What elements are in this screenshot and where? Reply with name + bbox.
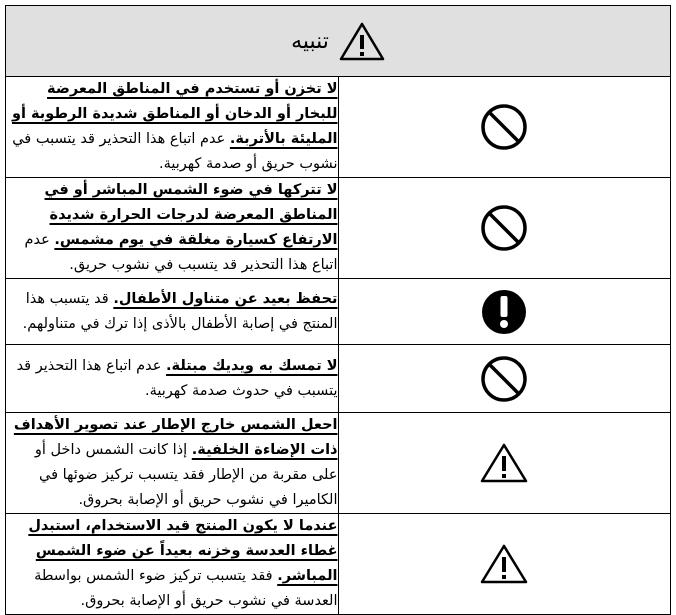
caution-text (6, 413, 338, 513)
caution-header-row (6, 6, 671, 77)
caution-row-1 (6, 77, 671, 178)
caution-table (5, 5, 671, 615)
caution-header (6, 6, 671, 77)
caution-text-cell (6, 514, 339, 615)
caution-normal-text: عدم اتباع هذا التحذير قد يتسبب في حدوث صدمة كهربية. (16, 357, 338, 399)
prohibited-icon (479, 368, 529, 387)
caution-normal-text: فقد يتسبب تركيز ضوء الشمس بواسطة العدسة في نشوب حريق أو الإصابة بحروق. (34, 568, 338, 609)
caution-text-cell (6, 345, 339, 413)
caution-icon-cell (338, 345, 671, 413)
caution-normal-text: إذا كانت الشمس داخل أو على مقربة من الإطار فقد يتسبب تركيز ضوئها في الكاميرا في نشوب حريق أو الإصابة بحروق. (34, 442, 338, 508)
caution-normal-text: عدم اتباع هذا التحذير قد يتسبب في نشوب حريق. (24, 232, 338, 273)
caution-bold-text: لا تمسك به ويديك مبتلة. (166, 357, 338, 374)
warning-triangle-icon (480, 453, 528, 472)
caution-text (6, 178, 338, 278)
mandatory-action-icon (479, 301, 529, 320)
caution-bold-text: لا تخزن أو تستخدم في المناطق المعرضة للبخار أو الدخان أو المناطق شديدة الرطوبة أو المليئة بالأتربة. (11, 81, 338, 147)
caution-row-6 (6, 514, 671, 615)
prohibited-icon (479, 218, 529, 237)
caution-icon-cell (338, 514, 671, 615)
caution-text (6, 354, 338, 404)
caution-icon-cell (338, 413, 671, 514)
caution-bold-text: احعل الشمس خارج الإطار عند تصوير الأهداف ذات الإضاءة الخلفية. (13, 417, 338, 458)
caution-normal-text: عدم اتباع هذا التحذير قد يتسبب في نشوب حريق أو صدمة كهربية. (12, 131, 338, 172)
caution-normal-text: قد يتسبب هذا المنتج في إصابة الأطفال بالأذى إذا ترك في متناولهم. (22, 290, 338, 332)
caution-text (6, 287, 338, 337)
caution-bold-text: تحفظ بعيد عن متناول الأطفال. (113, 290, 338, 307)
caution-text (6, 514, 338, 614)
caution-text-cell (6, 413, 339, 514)
prohibited-icon (479, 117, 529, 136)
caution-text-cell (6, 77, 339, 178)
caution-icon-cell (338, 178, 671, 279)
caution-text-cell (6, 279, 339, 345)
caution-header-content (291, 21, 385, 61)
caution-title: تنبيه (291, 28, 329, 54)
caution-row-5 (6, 413, 671, 514)
caution-row-3 (6, 279, 671, 345)
caution-bold-text: عندما لا يكون المنتج قيد الاستخدام، استبدل غطاء العدسة وخزنه بعيداً عن ضوء الشمس المباشر. (28, 518, 338, 584)
caution-icon-cell (338, 279, 671, 345)
caution-icon-cell (338, 77, 671, 178)
caution-text (6, 77, 338, 177)
warning-triangle-icon (339, 21, 385, 61)
caution-text-cell (6, 178, 339, 279)
caution-bold-text: لا تتركها في ضوء الشمس المباشر أو في المناطق المعرضة لدرجات الحرارة شديدة الارتفاع كسيارة مغلقة في يوم مشمس. (44, 182, 338, 248)
caution-row-4 (6, 345, 671, 413)
warning-triangle-icon (480, 554, 528, 573)
caution-row-2 (6, 178, 671, 279)
